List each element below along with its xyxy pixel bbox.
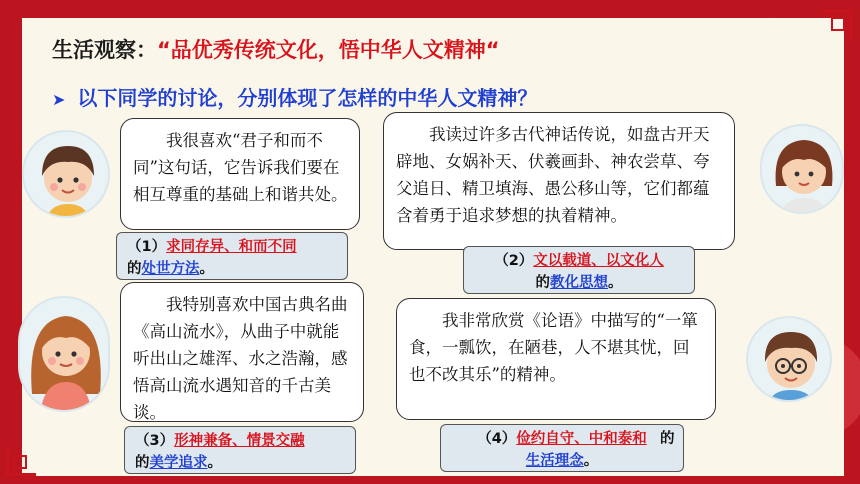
answer-period-3: 。 [207,455,222,471]
answer-key-4: 俭约自守、中和泰和 [516,431,647,447]
answer-connector-3: 的 [135,455,150,471]
answer-key-2: 文以载道、以文化人 [533,253,664,269]
answer-category-2: 教化思想 [550,275,608,291]
speech-text-4: 我非常欣赏《论语》中描写的“一箪食，一瓢饮，在陋巷，人不堪其忧，回也不改其乐”的精神。 [409,311,698,384]
answer-connector-4: 的 [660,431,675,447]
title-quote: “品优秀传统文化，悟中华人文精神“ [157,38,500,62]
speech-bubble-3 [120,282,364,422]
answer-key-1: 求同存异、和而不同 [166,239,297,255]
question-line [52,82,537,111]
speech-bubble-4 [396,298,716,420]
answer-box-4 [440,424,684,472]
answer-category-4: 生活理念 [525,453,584,469]
speech-text-2: 我读过许多古代神话传说，如盘古开天辟地、女娲补天、伏羲画卦、神农尝草、夸父追日、精卫填海、愚公移山等，它们都蕴含着勇于追求梦想的执着精神。 [396,125,710,225]
speech-bubble-2 [383,112,735,250]
answer-box-3 [124,426,356,474]
title-label: 生活观察： [52,38,157,62]
answer-connector-1: 的 [127,261,142,277]
speech-text-1: 我很喜欢“君子和而不同”这句话，它告诉我们要在相互尊重的基础上和谐共处。 [133,131,348,204]
answer-period-4: 。 [583,453,599,469]
answer-number-1: （1） [127,239,167,255]
answer-category-1: 处世方法 [141,261,200,277]
answer-period-2: 。 [608,275,623,291]
corner-ornament-bottom-left [6,446,36,476]
corner-ornament-top-right [822,10,852,40]
answer-number-3: （3） [135,433,175,449]
question-text: 以下同学的讨论，分别体现了怎样的中华人文精神？ [77,86,538,110]
speech-text-3: 我特别喜欢中国古典名曲《高山流水》，从曲子中就能听出山之雄浑、水之浩瀚，感悟高山流水遇知音的千古美谈。 [133,295,348,422]
answer-number-4: （4） [477,431,517,447]
girl-avatar-icon [760,124,844,214]
answer-period-1: 。 [199,261,214,277]
long-hair-girl-avatar-icon [18,296,110,412]
answer-connector-2: 的 [535,275,550,291]
answer-category-3: 美学追求 [149,455,208,471]
speech-bubble-1 [120,118,360,230]
glasses-boy-avatar-icon [746,316,832,402]
answer-box-2 [463,246,695,294]
arrow-bullet-icon: ➤ [52,90,66,109]
answer-box-1 [116,232,348,280]
boy-avatar-icon [22,130,110,218]
page-title [52,34,500,64]
answer-key-3: 形神兼备、情景交融 [174,433,305,449]
answer-number-2: （2） [494,253,534,269]
